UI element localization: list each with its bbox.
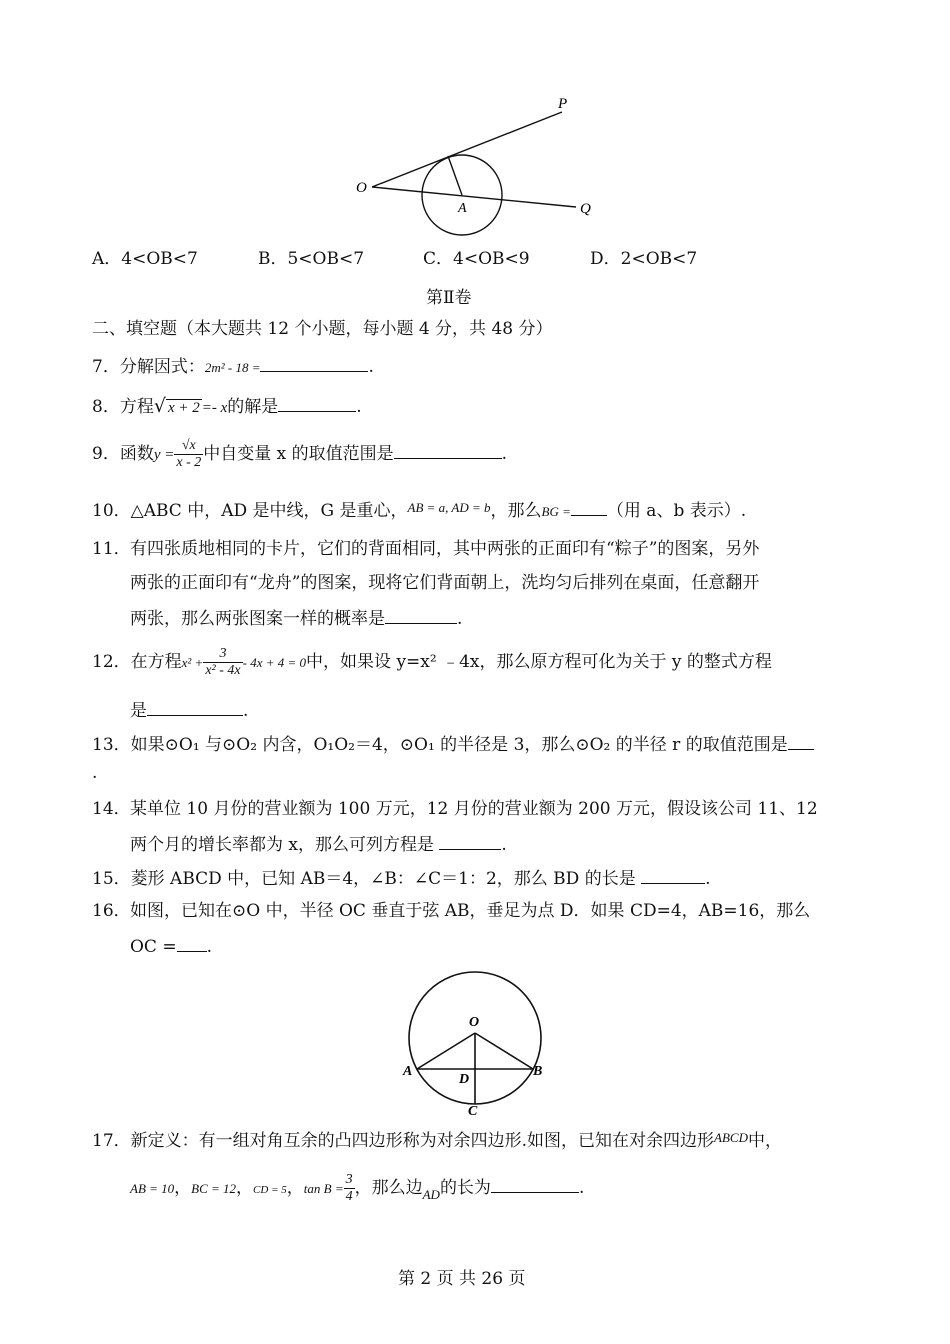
option-a: A．4<OB<7	[92, 249, 198, 269]
q17-num: 17．	[92, 1131, 131, 1151]
q17-answer-blank[interactable]	[491, 1175, 579, 1193]
q10-tail: （用 a、b 表示）.	[606, 501, 747, 521]
q16-line1: 如图，已知在⊙O 中，半径 OC 垂直于弦 AB，垂足为点 D．如果 CD=4，AB=16，那么	[130, 901, 811, 921]
q13-answer-blank[interactable]	[788, 732, 814, 750]
q10-pre: △ABC 中，AD 是中线，G 是重心，	[130, 501, 408, 521]
q11-end: .	[457, 609, 463, 629]
q14-line2-wrap	[130, 832, 507, 856]
q10-expr2: BG =	[541, 504, 571, 519]
q14-answer-blank[interactable]	[439, 832, 501, 850]
q15-end: .	[705, 869, 711, 889]
q9-end: .	[501, 444, 508, 464]
q9-denominator: x - 2	[176, 455, 202, 470]
q17-end: .	[578, 1178, 585, 1198]
q14-line2: 两个月的增长率都为 x，那么可列方程是	[130, 835, 434, 855]
label-o: O	[356, 180, 367, 196]
q11-num: 11．	[92, 539, 131, 559]
q17-line1: 新定义：有一组对角互余的凸四边形称为对余四边形.如图，已知在对余四边形	[130, 1131, 715, 1151]
question-17-line2: AB = 10，BC = 12，CD = 5，tan B = $\frac{3}{4}$ ，那么边$_{AD}$的长为 .	[130, 1172, 585, 1204]
question-9	[92, 432, 507, 477]
q13-text: 如果⊙O₁ 与⊙O₂ 内含，O₁O₂＝4，⊙O₁ 的半径是 3，那么⊙O₂ 的半径 r 的取值范围是	[130, 735, 788, 755]
q17-line1-end: 中，	[748, 1131, 782, 1151]
label-a2: A	[403, 1064, 413, 1079]
question-7	[92, 354, 374, 379]
q12-frac-num: 3	[203, 646, 242, 663]
question-12	[92, 640, 772, 685]
q13-end: .	[92, 763, 98, 783]
q12-expr-a: x² +	[181, 655, 204, 670]
q17-tan-num: 3	[345, 1172, 353, 1187]
q12-answer-blank[interactable]	[147, 698, 243, 716]
q11-line3-wrap	[130, 606, 462, 630]
q8-answer-blank[interactable]	[278, 394, 356, 412]
q9-fraction	[174, 438, 203, 471]
label-d2: D	[459, 1072, 470, 1087]
q12-fraction	[203, 646, 242, 679]
volume-title: 第Ⅱ卷	[426, 288, 472, 308]
q10-answer-blank[interactable]	[571, 498, 607, 516]
q16-num: 16．	[92, 901, 131, 921]
q12-num: 12．	[92, 652, 131, 672]
q17-tan-den: 4	[345, 1189, 353, 1204]
question-15	[92, 866, 711, 890]
q7-num: 7．	[92, 357, 120, 377]
q8-end: .	[356, 397, 362, 417]
q17-cd: CD = 5	[253, 1184, 287, 1196]
q16-line2-wrap	[130, 934, 212, 958]
option-d: D．2<OB<7	[590, 249, 698, 269]
q12-end: .	[243, 701, 249, 721]
line-oq	[372, 187, 576, 207]
q12-frac-den: x² - 4x	[205, 663, 241, 678]
q16-end: .	[206, 937, 212, 957]
q15-text: 菱形 ABCD 中，已知 AB＝4，∠B：∠C＝1：2，那么 BD 的长是	[130, 869, 636, 889]
q13-num: 13．	[92, 735, 131, 755]
q17-tan-fraction	[344, 1172, 355, 1205]
segment-oa	[417, 1033, 475, 1069]
q9-lhs: y =	[153, 447, 175, 463]
q15-num: 15．	[92, 869, 131, 889]
question-17-line1	[92, 1130, 782, 1153]
q9-tail: 中自变量 x 的取值范围是	[203, 444, 394, 464]
q10-mid: ，那么	[490, 501, 542, 521]
option-c: C．4<OB<9	[423, 249, 530, 269]
q8-post: =- x	[201, 400, 228, 416]
q8-tail: 的解是	[227, 397, 279, 417]
q8-radicand: x + 2	[167, 400, 200, 416]
q10-num: 10．	[92, 501, 131, 521]
question-13	[92, 732, 814, 756]
question-8	[92, 394, 362, 419]
q16-answer-blank[interactable]	[177, 934, 207, 952]
label-a: A	[458, 201, 467, 216]
q17-tan-pre: tan B =	[303, 1181, 344, 1196]
label-p: P	[558, 96, 568, 112]
sqrt-sign: √	[153, 395, 166, 417]
label-b2: B	[533, 1064, 543, 1079]
q12-line2-wrap	[130, 698, 248, 722]
q11-line3: 两张，那么两张图案一样的概率是	[130, 609, 385, 629]
segment-ob	[475, 1033, 533, 1069]
q11-answer-blank[interactable]	[385, 606, 457, 624]
q8-num: 8．	[92, 397, 120, 417]
figure-circle-chord	[400, 965, 560, 1120]
q12-line2: 是	[130, 701, 147, 721]
q11-line1: 有四张质地相同的卡片，它们的背面相同，其中两张的正面印有“粽子”的图案，另外	[130, 539, 760, 559]
q7-end: .	[368, 357, 374, 377]
q17-bc: BC = 12	[191, 1181, 237, 1196]
q16-line2: OC =	[130, 937, 177, 957]
q12-expr-b: - 4x + 4 = 0	[242, 655, 307, 670]
q9-answer-blank[interactable]	[394, 441, 502, 459]
q9-pre: 函数	[119, 444, 154, 464]
figure-circle-tangent	[340, 90, 610, 240]
q14-num: 14．	[92, 799, 131, 819]
option-b: B．5<OB<7	[258, 249, 365, 269]
label-c2: C	[468, 1104, 478, 1119]
label-q: Q	[580, 201, 591, 217]
q12-tail: 中，如果设 y=x² ﹣4x，那么原方程可化为关于 y 的整式方程	[306, 652, 772, 672]
q17-mid: ，那么边	[354, 1178, 423, 1198]
q17-tail: 的长为	[439, 1178, 491, 1198]
q7-text: 分解因式：	[119, 357, 205, 377]
q7-expr: 2m² - 18 =	[204, 360, 261, 375]
q14-end: .	[501, 835, 507, 855]
q17-quad: ABCD	[714, 1130, 748, 1145]
q9-numerator: √x	[174, 438, 203, 455]
q9-num: 9．	[92, 444, 120, 464]
page-footer: 第 2 页 共 26 页	[398, 1269, 526, 1289]
radius-a	[448, 156, 462, 195]
q8-pre: 方程	[119, 397, 154, 417]
q14-line1: 某单位 10 月份的营业额为 100 万元，12 月份的营业额为 200 万元，假设该公司 11、12	[130, 799, 818, 819]
q12-pre: 在方程	[130, 652, 182, 672]
q11-line2: 两张的正面印有“龙舟”的图案，现将它们背面朝上，洗均匀后排列在桌面，任意翻开	[130, 573, 760, 593]
line-op	[372, 112, 562, 187]
q15-answer-blank[interactable]	[641, 866, 705, 884]
q17-ab: AB = 10	[130, 1181, 175, 1196]
q10-expr: AB = a, AD = b	[407, 500, 491, 515]
q17-ad: AD	[422, 1187, 440, 1202]
question-10	[92, 498, 746, 523]
q7-answer-blank[interactable]	[260, 354, 368, 372]
label-o2: O	[469, 1015, 480, 1030]
section-header: 二、填空题（本大题共 12 个小题，每小题 4 分，共 48 分）	[92, 319, 553, 339]
